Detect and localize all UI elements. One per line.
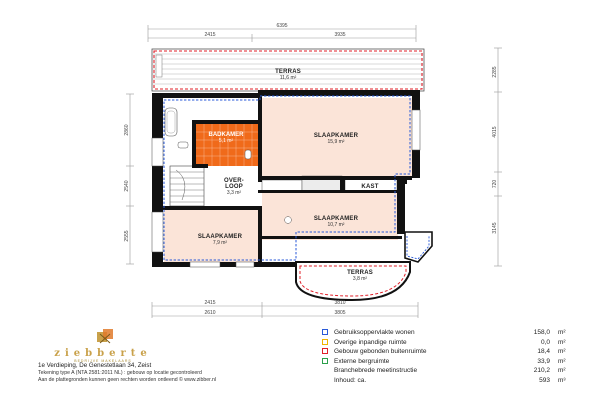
legend-label: Branchebrede meetinstructie <box>334 367 418 374</box>
legend-unit: m² <box>558 329 566 336</box>
logo-wordmark: ziebberte <box>54 348 152 359</box>
dim-right-1: 2285 <box>492 66 498 78</box>
legend-unit: m² <box>558 357 566 365</box>
legend-row <box>322 347 582 357</box>
bedroom-3-label: SLAAPKAMER <box>197 234 243 240</box>
legend-unit: m² <box>558 367 566 374</box>
dim-right-2: 4015 <box>492 126 498 138</box>
terrace-bottom-label: TERRAS <box>347 270 373 276</box>
logo-subtitle: BEDRIJVE MAKELAARS <box>74 359 132 363</box>
legend-label: Gebouw gebonden buitenruimte <box>334 348 427 355</box>
bedroom-1-area: 15,9 m² <box>327 139 345 145</box>
legend-row <box>322 366 582 376</box>
legend-swatch-red <box>322 348 328 354</box>
landing-label-2: LOOP <box>225 184 243 190</box>
legend-row <box>322 338 582 348</box>
dim-right-4: 3145 <box>492 222 498 234</box>
bedroom-2-area: 10,7 m² <box>327 222 345 228</box>
legend-value: 210,2 <box>533 367 550 374</box>
landing-label-1: OVER- <box>223 178 245 184</box>
bedroom-3-area: 7,9 m² <box>212 240 228 246</box>
bedroom-1-label: SLAAPKAMER <box>313 133 359 139</box>
dim-top-left: 2415 <box>204 32 216 38</box>
plan-disclaimer: Aan de plattegronden kunnen geen rechten worden ontleend © www.zibber.nl <box>38 376 217 383</box>
landing-area: 3,3 m² <box>226 190 242 196</box>
company-logo <box>38 326 168 366</box>
terrace-top-label: TERRAS <box>275 69 301 75</box>
legend-value: 33,9 <box>537 357 550 365</box>
dim-bottom-left-2: 2610 <box>204 310 216 316</box>
closet-label: KAST <box>361 184 379 190</box>
legend-value: 0,0 <box>540 338 550 346</box>
sink-icon <box>178 142 188 148</box>
area-legend <box>322 328 582 385</box>
legend-volume-unit: m³ <box>558 376 566 384</box>
legend-label: Overige inpandige ruimte <box>334 338 407 346</box>
legend-swatch-yellow <box>322 339 328 345</box>
legend-unit: m² <box>558 338 566 346</box>
legend-label: Externe bergruimte <box>334 357 390 365</box>
bedroom-2-label: SLAAPKAMER <box>313 216 359 222</box>
plan-caption <box>38 362 318 383</box>
dim-left-1: 2860 <box>124 124 130 136</box>
dim-right-3: 720 <box>492 179 498 189</box>
plan-drawing-type: Tekening type A (NTA 2581:2011 NL) : gebouw op locatie gecontroleerd <box>38 370 202 376</box>
dim-left-3: 2555 <box>124 230 130 242</box>
dim-top-total: 6395 <box>276 23 288 29</box>
legend-swatch-blue <box>322 329 328 335</box>
washbasin-icon <box>285 217 292 224</box>
dim-bottom-left-1: 2415 <box>204 300 216 306</box>
terrace-bottom-area: 3,8 m² <box>352 276 368 282</box>
legend-volume-label: Inhoud: ca. <box>334 376 367 384</box>
dim-left-2: 2540 <box>124 180 130 192</box>
staircase <box>170 166 204 206</box>
legend-label: Gebruiksoppervlakte wonen <box>334 329 415 336</box>
legend-volume-row <box>322 376 582 386</box>
dim-bottom-right-2: 3805 <box>334 310 346 316</box>
plan-title: 1e Verdieping, De Genestetlaan 34, Zeist <box>38 362 152 369</box>
toilet-icon <box>245 150 251 159</box>
logo-house-icon <box>94 326 116 348</box>
legend-row <box>322 328 582 338</box>
dim-bottom-right-1: 3810 <box>334 300 346 306</box>
bay-window <box>405 232 432 262</box>
legend-value: 18,4 <box>537 348 550 355</box>
terrace-top-area: 11,6 m² <box>279 75 297 81</box>
legend-swatch-green <box>322 358 328 364</box>
dim-top-right: 3935 <box>334 32 346 38</box>
legend-row <box>322 357 582 367</box>
legend-unit: m² <box>558 348 566 355</box>
bathroom-area: 5,1 m² <box>218 138 234 144</box>
bathtub-icon <box>165 108 177 136</box>
legend-value: 158,0 <box>533 329 550 336</box>
bathroom-label: BADKAMER <box>208 132 244 138</box>
legend-volume-value: 593 <box>539 376 550 384</box>
dimension-lines-bottom <box>152 302 418 318</box>
